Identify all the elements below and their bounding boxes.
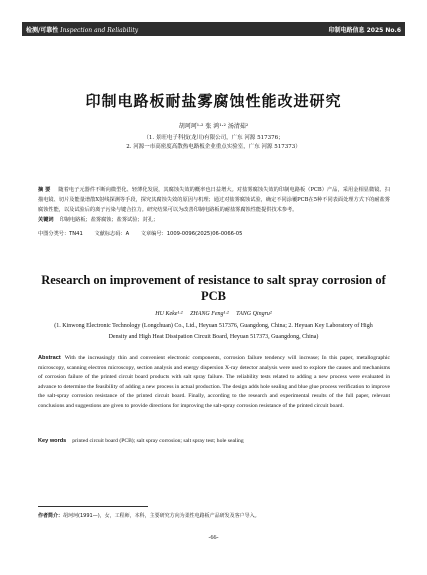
page-number: -66- [208, 535, 219, 541]
chinese-affiliations [0, 134, 427, 152]
journal-issue: 印制电路信息 2025 No.6 [328, 26, 401, 34]
chinese-title: 印制电路板耐盐雾腐蚀性能改进研究 [85, 92, 342, 110]
english-affiliations: (1. Kinwong Electronic Technology (Longchuan) Co., Ltd., Heyuan 517376, Guangdong, China; 2. Heyuan Key Laboratory of High Density and High Heat Dissipation Circuit Board, Heyuan 517373, Guangdong, China) [54, 323, 373, 340]
section-label-cn: 检测/可靠性 [26, 26, 59, 34]
author-footnote [38, 512, 390, 519]
chinese-affiliation-2: 2. 河源一市高密度高散热电路板企业重点实验室，广东 河源 517373） [126, 144, 301, 150]
chinese-abstract-text: 随着电子元器件不断向微型化、轻薄化发展，其腐蚀失效的概率也日益增大。对盐雾腐蚀失效的印制电路板（PCB）产品，采用金相显微镜、扫描电镜、切片及能量谱散X射线探测等手段，探究其腐蚀失效的原因与机理；通过对盐雾腐蚀试验，确定不同涂覆PCB在5种不同表面处理方式下的耐盐雾腐蚀性能，以及试验后的离子污染与键合拉力。研究结果可以为改善印制电路板的耐盐雾腐蚀性能提供技术参考。 [38, 187, 390, 213]
chinese-keywords [38, 216, 390, 223]
chinese-abstract-label: 摘 要 [38, 187, 51, 193]
footnote-label: 作者简介： [38, 513, 64, 519]
article-number: 文章编号：1009-0096(2025)06-0066-05 [140, 231, 243, 237]
english-author-1: HU Keke¹·² [155, 311, 183, 317]
chinese-authors: 胡珂珂¹·² 张 鸿¹·² 汤清茹² [178, 123, 249, 130]
english-abstract-text: With the increasingly thin and convenient electronic components, corrosion failure tendency will increase; In this paper, metallographic microscopy, scanning electron microscopy, section analysis and energy dispersion X-ray detector analysis were used to explore the causes and mechanisms of corrosion failure of the printed circuit board products with salt spray failure. The reliability tests related to adding a new process were evaluated in advance to determine the feasibility of adding a new process in actual production. The design adds hole sealing and blue glue process verification to improve the salt-spray corrosion resistance of the printed circuit board. Finally, according to the research and experimental results of the full paper, relevant conclusions and suggestions are given to provide directions for improving the salt-spray corrosion resistance of the printed circuit board. [38, 355, 390, 409]
english-title: Research on improvement of resistance to salt spray corrosion of PCB [41, 273, 386, 303]
section-label [26, 25, 138, 34]
classification-line [38, 230, 390, 237]
english-author-3: TANG Qingru² [236, 311, 272, 317]
english-keywords-text: printed circuit board (PCB); salt spray corrosion; salt spray test; hole sealing [72, 438, 244, 444]
english-abstract-label: Abstract [38, 355, 61, 361]
section-label-en: Inspection and Reliability [60, 26, 139, 34]
english-authors [0, 311, 427, 317]
chinese-abstract [38, 185, 390, 215]
document-code: 文献标志码：A [94, 231, 130, 237]
english-keywords-label: Key words [38, 438, 67, 444]
english-abstract [38, 354, 390, 411]
footnote-divider [38, 506, 148, 507]
class-number: 中图分类号：TN41 [38, 231, 83, 237]
english-author-2: ZHANG Feng¹·² [190, 311, 229, 317]
footnote-text: 胡珂珂(1991—)，女，工程师，本科，主要研究方向为柔性电路板产品研发及客户导入。 [63, 513, 260, 519]
chinese-keywords-text: 印制电路板；盐雾腐蚀；盐雾试验；封孔； [59, 217, 159, 223]
chinese-affiliation-1: （1. 景旺电子科技(龙川)有限公司，广东 河源 517376； [143, 135, 284, 141]
chinese-keywords-label: 关键词 [38, 217, 54, 223]
journal-header-bar [22, 22, 405, 36]
english-keywords [38, 438, 390, 444]
